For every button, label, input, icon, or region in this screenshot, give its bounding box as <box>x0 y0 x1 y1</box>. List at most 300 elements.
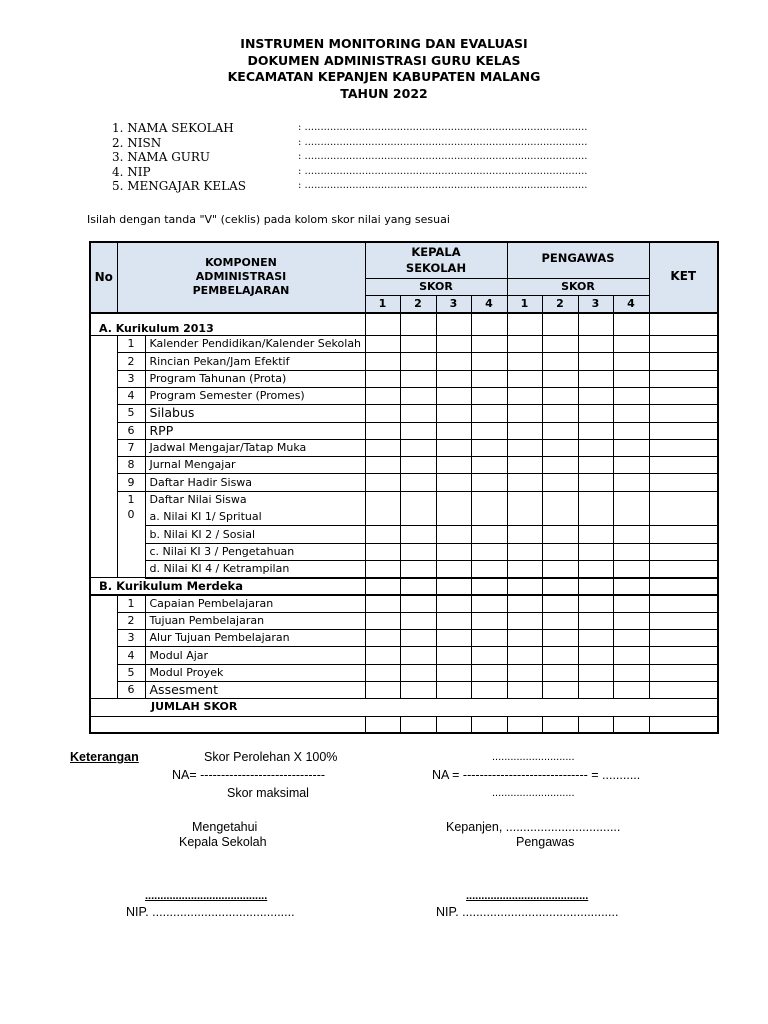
header-skor-pengawas: SKOR <box>507 278 649 295</box>
score-cell[interactable] <box>365 336 400 353</box>
title-line-3: KECAMATAN KEPANJEN KABUPATEN MALANG <box>227 69 541 84</box>
score-cell[interactable] <box>365 578 400 595</box>
score-cell[interactable] <box>507 664 542 681</box>
score-cell[interactable] <box>542 509 578 526</box>
score-cell[interactable] <box>400 336 436 353</box>
ket-cell[interactable] <box>649 353 718 370</box>
score-cell[interactable] <box>471 457 507 474</box>
item-text: Assesment <box>145 682 365 699</box>
score-cell[interactable] <box>542 647 578 664</box>
table-row <box>90 647 718 664</box>
score-cell[interactable] <box>365 543 400 560</box>
item-number: 1 <box>117 491 145 508</box>
total-cell[interactable] <box>542 716 578 733</box>
total-cell[interactable] <box>471 716 507 733</box>
nip-left[interactable]: NIP. ......................................... <box>126 905 295 919</box>
score-cell[interactable] <box>578 313 613 336</box>
score-cell[interactable] <box>365 353 400 370</box>
score-cell[interactable] <box>436 353 471 370</box>
score-cell[interactable] <box>578 543 613 560</box>
item-subtext: c. Nilai KI 3 / Pengetahuan <box>145 543 365 560</box>
section-row <box>90 313 718 336</box>
ket-cell[interactable] <box>649 313 718 336</box>
ket-cell[interactable] <box>649 474 718 491</box>
fill-in-field[interactable]: : ......................................................................................... <box>298 122 588 133</box>
score-cell[interactable] <box>471 630 507 647</box>
ket-cell[interactable] <box>649 509 718 526</box>
score-cell[interactable] <box>471 664 507 681</box>
score-cell[interactable] <box>613 387 649 404</box>
item-text: Jadwal Mengajar/Tatap Muka <box>145 439 365 456</box>
ket-cell[interactable] <box>649 491 718 508</box>
item-text: Daftar Nilai Siswa <box>145 491 365 508</box>
table-row <box>90 595 718 612</box>
ket-cell[interactable] <box>649 439 718 456</box>
score-cell[interactable] <box>365 491 400 508</box>
score-cell[interactable] <box>507 457 542 474</box>
score-cell[interactable] <box>542 682 578 699</box>
table-row <box>90 387 718 404</box>
score-cell[interactable] <box>507 647 542 664</box>
score-cell[interactable] <box>400 630 436 647</box>
score-cell[interactable] <box>471 336 507 353</box>
score-cell[interactable] <box>542 422 578 439</box>
score-cell[interactable] <box>436 578 471 595</box>
score-cell[interactable] <box>578 353 613 370</box>
item-text: Modul Ajar <box>145 647 365 664</box>
table-row <box>90 422 718 439</box>
score-cell[interactable] <box>613 457 649 474</box>
formula-right-bottom[interactable]: ........................... <box>492 787 575 799</box>
score-cell[interactable] <box>542 457 578 474</box>
keterangan-label: Keterangan <box>70 750 139 764</box>
score-cell[interactable] <box>578 560 613 577</box>
ket-cell[interactable] <box>649 647 718 664</box>
section-row <box>90 578 718 595</box>
score-cell[interactable] <box>365 509 400 526</box>
item-subtext: b. Nilai KI 2 / Sosial <box>145 526 365 543</box>
score-cell[interactable] <box>400 474 436 491</box>
score-cell[interactable] <box>365 612 400 629</box>
score-cell[interactable] <box>507 313 542 336</box>
score-cell[interactable] <box>400 457 436 474</box>
table-row <box>90 405 718 422</box>
item-text: Tujuan Pembelajaran <box>145 612 365 629</box>
score-cell[interactable] <box>365 457 400 474</box>
score-cell[interactable] <box>542 543 578 560</box>
score-cell[interactable] <box>613 370 649 387</box>
kepala-sekolah-label: Kepala Sekolah <box>179 835 267 849</box>
score-cell[interactable] <box>542 578 578 595</box>
score-cell[interactable] <box>400 422 436 439</box>
score-cell[interactable] <box>471 509 507 526</box>
score-cell[interactable] <box>613 336 649 353</box>
item-number: 6 <box>117 682 145 699</box>
score-cell[interactable] <box>613 526 649 543</box>
table-row <box>90 682 718 699</box>
signature-line-left[interactable]: ........................................ <box>145 890 268 902</box>
score-cell[interactable] <box>400 578 436 595</box>
total-ket-cell[interactable] <box>649 716 718 733</box>
score-cell[interactable] <box>613 422 649 439</box>
score-cell[interactable] <box>365 405 400 422</box>
section-a-title: A. Kurikulum 2013 <box>90 313 365 336</box>
score-cell[interactable] <box>613 474 649 491</box>
score-4: 4 <box>613 295 649 312</box>
score-cell[interactable] <box>436 336 471 353</box>
score-cell[interactable] <box>507 560 542 577</box>
total-cell[interactable] <box>613 716 649 733</box>
score-cell[interactable] <box>471 439 507 456</box>
score-cell[interactable] <box>436 543 471 560</box>
score-cell[interactable] <box>578 664 613 681</box>
item-number: 4 <box>117 647 145 664</box>
score-cell[interactable] <box>400 595 436 612</box>
score-cell[interactable] <box>436 526 471 543</box>
score-cell[interactable] <box>507 491 542 508</box>
score-4: 4 <box>471 295 507 312</box>
score-cell[interactable] <box>507 405 542 422</box>
score-cell[interactable] <box>613 405 649 422</box>
item-number: 4 <box>117 387 145 404</box>
score-cell[interactable] <box>400 682 436 699</box>
score-2: 2 <box>400 295 436 312</box>
score-cell[interactable] <box>436 405 471 422</box>
formula-na-right: NA = ------------------------------ = ........... <box>432 768 641 782</box>
fill-in-field[interactable]: : ......................................................................................... <box>298 180 588 192</box>
score-cell[interactable] <box>400 313 436 336</box>
score-cell[interactable] <box>400 439 436 456</box>
score-cell[interactable] <box>365 526 400 543</box>
item-number: 1 <box>117 336 145 353</box>
score-cell[interactable] <box>507 370 542 387</box>
title-line-4: TAHUN 2022 <box>340 85 428 101</box>
item-number: 1 <box>117 595 145 612</box>
ket-cell[interactable] <box>649 457 718 474</box>
fill-in-field[interactable]: : ......................................................................................... <box>298 151 588 163</box>
ket-cell[interactable] <box>649 664 718 681</box>
table-row <box>90 612 718 629</box>
score-cell[interactable] <box>578 509 613 526</box>
score-cell[interactable] <box>400 405 436 422</box>
score-cell[interactable] <box>613 664 649 681</box>
table-row <box>90 509 718 526</box>
item-number: 0 <box>117 509 145 578</box>
instruction-text: Isilah dengan tanda "V" (ceklis) pada kolom skor nilai yang sesuai <box>87 213 450 226</box>
score-cell[interactable] <box>578 439 613 456</box>
score-cell[interactable] <box>436 664 471 681</box>
score-cell[interactable] <box>542 313 578 336</box>
score-cell[interactable] <box>507 543 542 560</box>
score-cell[interactable] <box>365 422 400 439</box>
ket-cell[interactable] <box>649 370 718 387</box>
score-cell[interactable] <box>578 612 613 629</box>
score-cell[interactable] <box>365 370 400 387</box>
item-number: 3 <box>117 630 145 647</box>
signature-line-right[interactable]: ........................................ <box>466 890 589 902</box>
score-cell[interactable] <box>436 387 471 404</box>
header-no: No <box>90 242 117 313</box>
score-cell[interactable] <box>471 526 507 543</box>
score-cell[interactable] <box>471 387 507 404</box>
score-cell[interactable] <box>613 353 649 370</box>
score-cell[interactable] <box>507 526 542 543</box>
total-cell[interactable] <box>436 716 471 733</box>
score-cell[interactable] <box>542 630 578 647</box>
score-cell[interactable] <box>471 595 507 612</box>
score-cell[interactable] <box>436 474 471 491</box>
item-number: 5 <box>117 664 145 681</box>
score-cell[interactable] <box>507 682 542 699</box>
score-cell[interactable] <box>578 387 613 404</box>
score-cell[interactable] <box>613 682 649 699</box>
score-cell[interactable] <box>613 560 649 577</box>
score-cell[interactable] <box>400 491 436 508</box>
score-cell[interactable] <box>400 387 436 404</box>
total-cell[interactable] <box>365 716 400 733</box>
score-cell[interactable] <box>542 560 578 577</box>
score-1: 1 <box>365 295 400 312</box>
score-cell[interactable] <box>365 439 400 456</box>
score-cell[interactable] <box>436 647 471 664</box>
score-cell[interactable] <box>542 664 578 681</box>
score-cell[interactable] <box>613 439 649 456</box>
kepanjen-date[interactable]: Kepanjen, ................................. <box>446 820 621 834</box>
formula-na-left: NA= ------------------------------ <box>172 768 326 782</box>
score-cell[interactable] <box>436 682 471 699</box>
score-cell[interactable] <box>578 526 613 543</box>
item-number: 8 <box>117 457 145 474</box>
score-cell[interactable] <box>542 370 578 387</box>
score-cell[interactable] <box>507 630 542 647</box>
score-cell[interactable] <box>471 422 507 439</box>
item-number: 9 <box>117 474 145 491</box>
score-cell[interactable] <box>471 682 507 699</box>
section-b-title: B. Kurikulum Merdeka <box>90 578 365 595</box>
score-cell[interactable] <box>400 353 436 370</box>
score-cell[interactable] <box>471 474 507 491</box>
total-label: JUMLAH SKOR <box>90 699 365 716</box>
score-3: 3 <box>436 295 471 312</box>
score-cell[interactable] <box>507 422 542 439</box>
score-cell[interactable] <box>578 595 613 612</box>
score-cell[interactable] <box>507 474 542 491</box>
score-cell[interactable] <box>507 387 542 404</box>
ket-cell[interactable] <box>649 422 718 439</box>
score-cell[interactable] <box>507 353 542 370</box>
score-cell[interactable] <box>578 336 613 353</box>
item-number: 7 <box>117 439 145 456</box>
score-cell[interactable] <box>542 526 578 543</box>
total-cell[interactable] <box>507 716 542 733</box>
score-cell[interactable] <box>365 630 400 647</box>
score-cell[interactable] <box>578 474 613 491</box>
score-cell[interactable] <box>507 578 542 595</box>
table-row <box>90 457 718 474</box>
formula-right-top[interactable]: ........................... <box>492 751 575 763</box>
score-cell[interactable] <box>400 612 436 629</box>
title-line-1: INSTRUMEN MONITORING DAN EVALUASI <box>240 36 528 51</box>
score-cell[interactable] <box>400 509 436 526</box>
score-cell[interactable] <box>613 647 649 664</box>
score-cell[interactable] <box>578 457 613 474</box>
item-text: Modul Proyek <box>145 664 365 681</box>
score-cell[interactable] <box>578 405 613 422</box>
total-cell[interactable] <box>400 716 436 733</box>
score-3: 3 <box>578 295 613 312</box>
score-cell[interactable] <box>400 664 436 681</box>
score-cell[interactable] <box>436 313 471 336</box>
total-ket-cell[interactable] <box>649 699 718 716</box>
score-cell[interactable] <box>436 457 471 474</box>
score-cell[interactable] <box>542 439 578 456</box>
table-row <box>90 370 718 387</box>
document-title <box>0 36 768 102</box>
score-cell[interactable] <box>578 647 613 664</box>
score-cell[interactable] <box>613 612 649 629</box>
score-cell[interactable] <box>400 560 436 577</box>
table-row <box>90 543 718 560</box>
score-cell[interactable] <box>542 474 578 491</box>
score-cell[interactable] <box>507 509 542 526</box>
score-cell[interactable] <box>436 491 471 508</box>
score-cell[interactable] <box>613 313 649 336</box>
ket-cell[interactable] <box>649 630 718 647</box>
ket-cell[interactable] <box>649 560 718 577</box>
score-cell[interactable] <box>471 313 507 336</box>
ket-cell[interactable] <box>649 578 718 595</box>
score-1: 1 <box>507 295 542 312</box>
assessment-table <box>89 241 719 734</box>
score-cell[interactable] <box>365 664 400 681</box>
score-cell[interactable] <box>365 474 400 491</box>
ket-cell[interactable] <box>649 387 718 404</box>
item-text: Program Tahunan (Prota) <box>145 370 365 387</box>
table-row <box>90 353 718 370</box>
ket-cell[interactable] <box>649 405 718 422</box>
table-row <box>90 664 718 681</box>
ket-cell[interactable] <box>649 336 718 353</box>
ket-cell[interactable] <box>649 543 718 560</box>
formula-numerator: Skor Perolehan X 100% <box>204 750 338 764</box>
score-cell[interactable] <box>613 630 649 647</box>
ket-cell[interactable] <box>649 595 718 612</box>
item-number: 6 <box>117 422 145 439</box>
score-cell[interactable] <box>365 560 400 577</box>
score-cell[interactable] <box>471 560 507 577</box>
header-pengawas: PENGAWAS <box>507 242 649 278</box>
score-cell[interactable] <box>436 370 471 387</box>
score-cell[interactable] <box>436 509 471 526</box>
score-cell[interactable] <box>613 578 649 595</box>
score-cell[interactable] <box>365 595 400 612</box>
score-cell[interactable] <box>542 353 578 370</box>
score-cell[interactable] <box>471 612 507 629</box>
item-text: Silabus <box>145 405 365 422</box>
score-cell[interactable] <box>436 560 471 577</box>
score-cell[interactable] <box>365 682 400 699</box>
item-subtext: a. Nilai KI 1/ Spritual <box>145 509 365 526</box>
score-cell[interactable] <box>507 595 542 612</box>
score-cell[interactable] <box>471 543 507 560</box>
total-cell[interactable] <box>578 716 613 733</box>
fill-in-field[interactable]: : ......................................................................................... <box>298 165 588 177</box>
score-cell[interactable] <box>400 647 436 664</box>
score-cell[interactable] <box>436 612 471 629</box>
item-text: Kalender Pendidikan/Kalender Sekolah <box>145 336 365 353</box>
score-cell[interactable] <box>578 630 613 647</box>
header-component: KOMPONEN ADMINISTRASI PEMBELAJARAN <box>117 242 365 313</box>
table-row <box>90 474 718 491</box>
table-row <box>90 526 718 543</box>
score-cell[interactable] <box>507 612 542 629</box>
score-cell[interactable] <box>400 543 436 560</box>
score-cell[interactable] <box>613 491 649 508</box>
title-line-2: DOKUMEN ADMINISTRASI GURU KELAS <box>247 52 521 68</box>
score-cell[interactable] <box>365 387 400 404</box>
score-cell[interactable] <box>365 647 400 664</box>
table-row <box>90 439 718 456</box>
score-cell[interactable] <box>471 491 507 508</box>
score-cell[interactable] <box>578 370 613 387</box>
score-cell[interactable] <box>542 336 578 353</box>
nip-right[interactable]: NIP. ............................................. <box>436 905 619 919</box>
score-cell[interactable] <box>578 578 613 595</box>
score-cell[interactable] <box>471 405 507 422</box>
item-text: Program Semester (Promes) <box>145 387 365 404</box>
score-cell[interactable] <box>471 578 507 595</box>
score-cell[interactable] <box>578 682 613 699</box>
table-row <box>90 491 718 508</box>
item-text: RPP <box>145 422 365 439</box>
score-cell[interactable] <box>436 595 471 612</box>
item-subtext: d. Nilai KI 4 / Ketrampilan <box>145 560 365 577</box>
score-cell[interactable] <box>542 405 578 422</box>
score-cell[interactable] <box>542 491 578 508</box>
ket-cell[interactable] <box>649 612 718 629</box>
score-cell[interactable] <box>542 595 578 612</box>
header-kepala-sekolah: KEPALA SEKOLAH <box>365 242 507 278</box>
score-cell[interactable] <box>613 595 649 612</box>
pengawas-label: Pengawas <box>516 835 575 849</box>
score-cell[interactable] <box>365 313 400 336</box>
score-cell[interactable] <box>507 439 542 456</box>
score-cell[interactable] <box>471 647 507 664</box>
score-cell[interactable] <box>436 422 471 439</box>
ket-cell[interactable] <box>649 682 718 699</box>
score-cell[interactable] <box>613 543 649 560</box>
score-cell[interactable] <box>542 612 578 629</box>
score-cell[interactable] <box>542 387 578 404</box>
total-value-row <box>90 716 718 733</box>
score-cell[interactable] <box>400 370 436 387</box>
score-cell[interactable] <box>507 336 542 353</box>
score-cell[interactable] <box>578 422 613 439</box>
score-cell[interactable] <box>436 439 471 456</box>
score-cell[interactable] <box>471 370 507 387</box>
fill-in-field[interactable]: : ......................................................................................... <box>298 136 588 148</box>
score-cell[interactable] <box>436 630 471 647</box>
score-cell[interactable] <box>578 491 613 508</box>
score-cell[interactable] <box>471 353 507 370</box>
item-text: Alur Tujuan Pembelajaran <box>145 630 365 647</box>
ket-cell[interactable] <box>649 526 718 543</box>
score-cell[interactable] <box>613 509 649 526</box>
item-number: 5 <box>117 405 145 422</box>
item-number: 3 <box>117 370 145 387</box>
mengetahui-label: Mengetahui <box>192 820 258 834</box>
score-cell[interactable] <box>400 526 436 543</box>
